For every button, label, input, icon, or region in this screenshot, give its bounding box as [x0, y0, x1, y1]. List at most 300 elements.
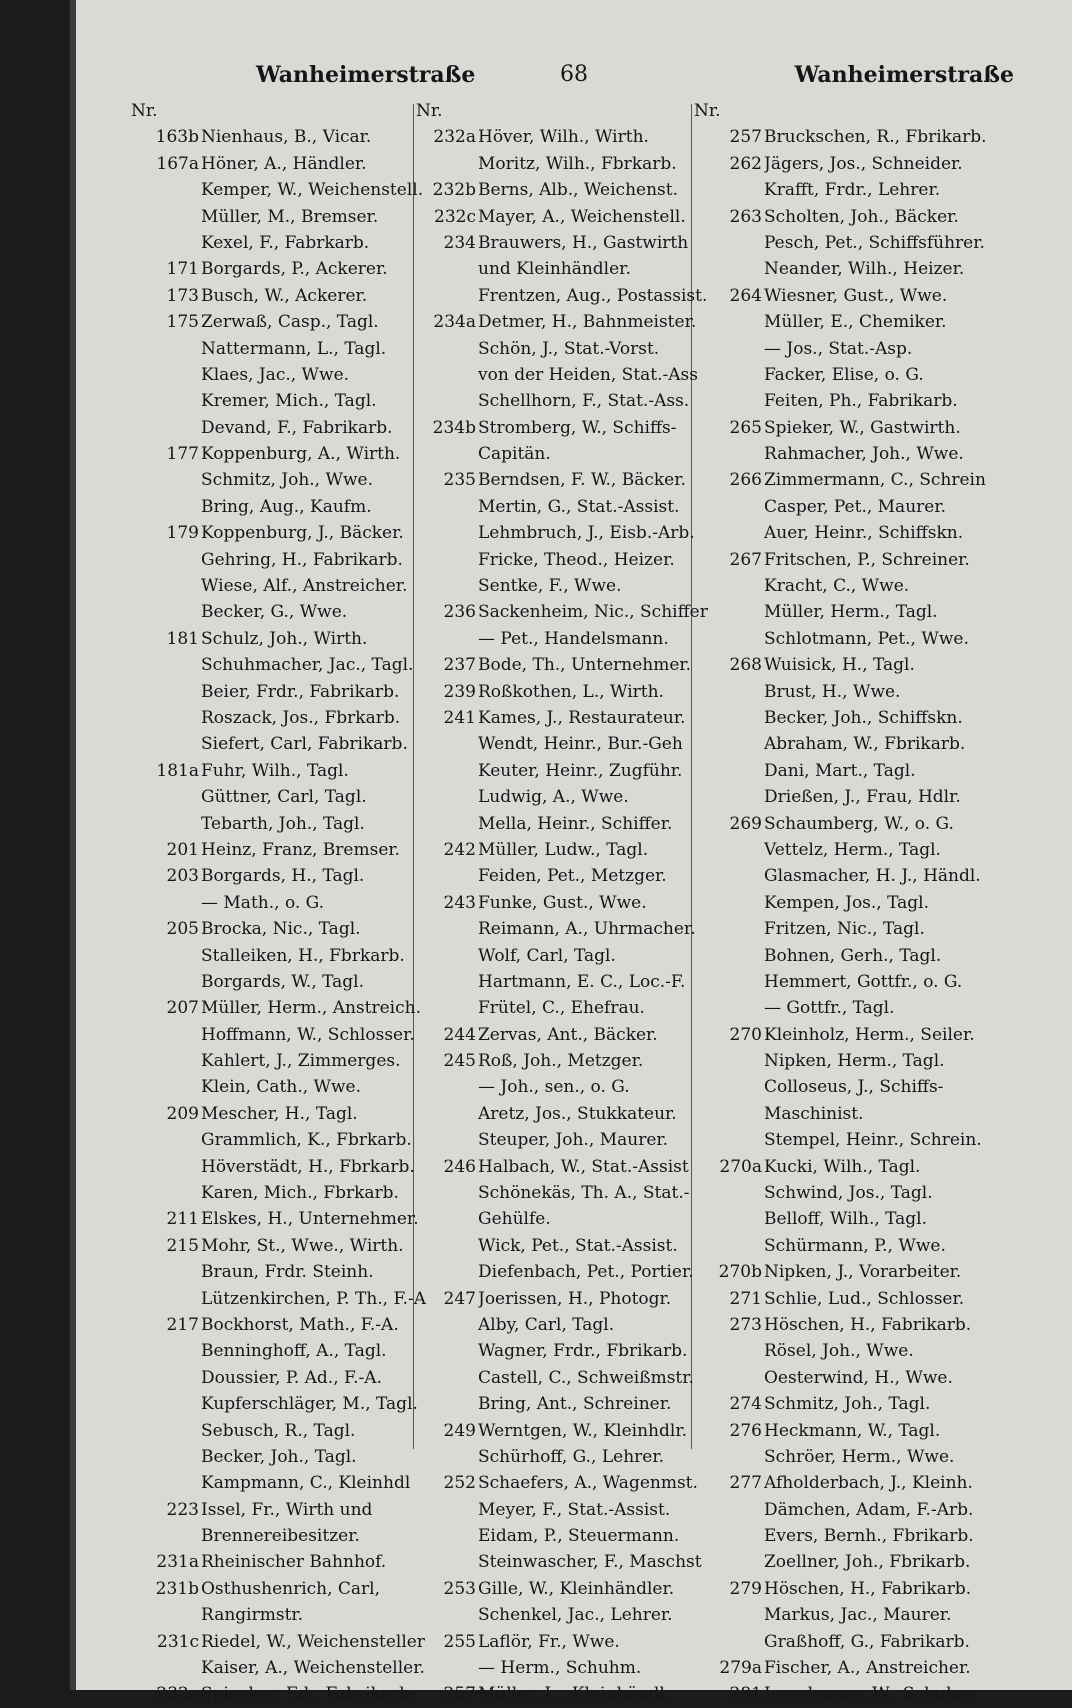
house-number — [694, 573, 764, 599]
header-street-left: Wanheimerstraße — [256, 62, 476, 88]
house-number: 263 — [729, 206, 762, 227]
house-number — [131, 652, 201, 678]
resident-entry: Schellhorn, F., Stat.-Ass. — [478, 391, 690, 412]
house-number: 243 — [443, 892, 476, 913]
resident-entry: Keuter, Heinr., Zugführ. — [478, 760, 683, 781]
directory-entry — [694, 1681, 1064, 1707]
house-number — [694, 705, 764, 731]
house-number — [416, 1180, 478, 1206]
house-number — [694, 599, 764, 625]
resident-entry: Kahlert, J., Zimmerges. — [201, 1051, 401, 1072]
house-number — [416, 151, 478, 177]
house-number — [131, 731, 201, 757]
resident-entry: Eidam, P., Steuermann. — [478, 1526, 680, 1547]
resident-entry: Schaumberg, W., o. G. — [764, 813, 954, 834]
directory-entry — [694, 1629, 1064, 1655]
house-number — [694, 1629, 764, 1655]
directory-entry — [694, 1127, 1064, 1153]
house-number — [131, 599, 201, 625]
house-number — [131, 1074, 201, 1100]
resident-entry: Kleinholz, Herm., Seiler. — [764, 1024, 975, 1045]
directory-entry — [694, 863, 1064, 889]
column-number-label: Nr. — [416, 101, 443, 121]
resident-entry: — Jos., Stat.-Asp. — [764, 338, 913, 359]
resident-entry: Kucki, Wilh., Tagl. — [764, 1156, 921, 1177]
resident-entry: Schuhmacher, Jac., Tagl. — [201, 655, 414, 676]
resident-entry: Bring, Ant., Schreiner. — [478, 1394, 672, 1415]
resident-entry: Zervas, Ant., Bäcker. — [478, 1024, 658, 1045]
directory-entry — [694, 1074, 1064, 1100]
resident-entry: Brauwers, H., Gastwirth — [478, 232, 689, 253]
directory-entry — [694, 1101, 1064, 1127]
house-number — [131, 362, 201, 388]
resident-entry: Zoellner, Joh., Fbrikarb. — [764, 1552, 971, 1573]
resident-entry: Stalleiken, H., Fbrkarb. — [201, 945, 405, 966]
house-number: 273 — [729, 1314, 762, 1335]
resident-entry: Roß, Joh., Metzger. — [478, 1051, 644, 1072]
house-number: 274 — [729, 1394, 762, 1415]
resident-entry: Issel, Fr., Wirth und — [201, 1499, 373, 1520]
resident-entry: Moritz, Wilh., Fbrkarb. — [478, 153, 677, 174]
resident-entry: Fritzen, Nic., Tagl. — [764, 919, 925, 940]
resident-entry: Wolf, Carl, Tagl. — [478, 945, 616, 966]
house-number: 266 — [729, 470, 762, 491]
resident-entry: Müller, E., Chemiker. — [764, 312, 947, 333]
house-number — [131, 1602, 201, 1628]
directory-entry — [694, 1154, 1064, 1180]
resident-entry: Riedel, W., Weichensteller — [201, 1631, 425, 1652]
resident-entry: Stromberg, W., Schiffs- — [478, 417, 677, 438]
house-number — [694, 784, 764, 810]
resident-entry: Gehring, H., Fabrikarb. — [201, 549, 403, 570]
directory-entry — [694, 547, 1064, 573]
house-number — [694, 256, 764, 282]
resident-entry: Rheinischer Bahnhof. — [201, 1552, 387, 1573]
directory-entry — [694, 362, 1064, 388]
directory-entry — [694, 1259, 1064, 1285]
resident-entry: Sentke, F., Wwe. — [478, 576, 622, 597]
resident-entry: Belloff, Wilh., Tagl. — [764, 1209, 928, 1230]
house-number — [694, 890, 764, 916]
resident-entry: Vettelz, Herm., Tagl. — [764, 839, 941, 860]
directory-entry — [694, 1444, 1064, 1470]
resident-entry: Nipken, Herm., Tagl. — [764, 1051, 945, 1072]
resident-entry: Bohnen, Gerh., Tagl. — [764, 945, 942, 966]
resident-entry: Höschen, H., Fabrikarb. — [764, 1314, 972, 1335]
house-number: 234 — [443, 232, 476, 253]
directory-entry — [694, 1549, 1064, 1575]
resident-entry: Colloseus, J., Schiffs- — [764, 1077, 944, 1098]
house-number — [694, 1048, 764, 1074]
resident-entry: Mertin, G., Stat.-Assist. — [478, 496, 680, 517]
directory-entry — [694, 336, 1064, 362]
resident-entry: Roszack, Jos., Fbrkarb. — [201, 707, 401, 728]
house-number — [416, 731, 478, 757]
resident-entry: Feiten, Ph., Fabrikarb. — [764, 391, 958, 412]
house-number: 215 — [166, 1235, 199, 1256]
resident-entry: Wuisick, H., Tagl. — [764, 655, 915, 676]
resident-entry: Spiecker, Ed., Fabrikarb. — [201, 1684, 416, 1705]
house-number — [131, 1418, 201, 1444]
house-number: 171 — [166, 259, 199, 280]
house-number: 247 — [443, 1288, 476, 1309]
resident-entry: Kemper, W., Weichenstell. — [201, 180, 424, 201]
resident-entry: Schulz, Joh., Wirth. — [201, 628, 368, 649]
directory-entry — [694, 1233, 1064, 1259]
house-number — [416, 916, 478, 942]
house-number — [131, 679, 201, 705]
resident-entry: Lehmbruch, J., Eisb.-Arb. — [478, 523, 695, 544]
resident-entry: Wick, Pet., Stat.-Assist. — [478, 1235, 678, 1256]
resident-entry: Pesch, Pet., Schiffsführer. — [764, 232, 985, 253]
resident-entry: Mella, Heinr., Schiffer. — [478, 813, 673, 834]
house-number — [694, 441, 764, 467]
resident-entry: Becker, G., Wwe. — [201, 602, 348, 623]
resident-entry: Werntgen, W., Kleinhdlr. — [478, 1420, 687, 1441]
resident-entry: Alby, Carl, Tagl. — [478, 1314, 615, 1335]
directory-entry — [694, 1497, 1064, 1523]
house-number — [131, 1154, 201, 1180]
house-number — [694, 1074, 764, 1100]
house-number: 181 — [166, 628, 199, 649]
directory-entry — [694, 1286, 1064, 1312]
house-number — [694, 1206, 764, 1232]
resident-entry: Kempen, Jos., Tagl. — [764, 892, 929, 913]
house-number — [694, 731, 764, 757]
resident-entry: Schlie, Lud., Schlosser. — [764, 1288, 965, 1309]
house-number: 257 — [729, 127, 762, 148]
resident-entry: Borgards, P., Ackerer. — [201, 259, 388, 280]
resident-entry: — Math., o. G. — [201, 892, 325, 913]
resident-entry: Hartmann, E. C., Loc.-F. — [478, 971, 686, 992]
resident-entry: Beier, Frdr., Fabrikarb. — [201, 681, 400, 702]
house-number — [694, 177, 764, 203]
resident-entry: Brocka, Nic., Tagl. — [201, 919, 361, 940]
resident-entry: Bockhorst, Math., F.-A. — [201, 1314, 399, 1335]
resident-entry: Laflör, Fr., Wwe. — [478, 1631, 620, 1652]
resident-entry: Dämchen, Adam, F.-Arb. — [764, 1499, 974, 1520]
house-number: 217 — [166, 1314, 199, 1335]
resident-entry: Grammlich, K., Fbrkarb. — [201, 1130, 412, 1151]
house-number — [416, 1365, 478, 1391]
house-number — [694, 309, 764, 335]
house-number: 201 — [166, 839, 199, 860]
resident-entry: Schwind, Jos., Tagl. — [764, 1183, 933, 1204]
house-number — [694, 1497, 764, 1523]
directory-entry — [694, 811, 1064, 837]
house-number: 264 — [729, 285, 762, 306]
resident-entry: Feiden, Pet., Metzger. — [478, 866, 667, 887]
directory-entry — [694, 1048, 1064, 1074]
resident-entry: Mohr, St., Wwe., Wirth. — [201, 1235, 404, 1256]
resident-entry: Fricke, Theod., Heizer. — [478, 549, 675, 570]
resident-entry: Diefenbach, Pet., Portier. — [478, 1262, 694, 1283]
house-number — [131, 1048, 201, 1074]
directory-entry — [694, 1365, 1064, 1391]
resident-entry: Müller, L., Kleinhändl. — [478, 1684, 671, 1705]
house-number: 223 — [166, 1499, 199, 1520]
house-number — [416, 388, 478, 414]
house-number: 231c — [157, 1631, 199, 1652]
house-number: 205 — [166, 919, 199, 940]
house-number — [416, 758, 478, 784]
resident-entry: Fritschen, P., Schreiner. — [764, 549, 970, 570]
resident-entry: Mescher, H., Tagl. — [201, 1103, 358, 1124]
directory-entry — [694, 626, 1064, 652]
house-number — [694, 1602, 764, 1628]
house-number — [131, 388, 201, 414]
directory-entry — [694, 388, 1064, 414]
house-number — [416, 1127, 478, 1153]
resident-entry: Ludwig, A., Wwe. — [478, 787, 629, 808]
house-number — [131, 1286, 201, 1312]
house-number — [416, 943, 478, 969]
resident-entry: Kexel, F., Fabrkarb. — [201, 232, 370, 253]
resident-entry: Kaiser, A., Weichensteller. — [201, 1658, 425, 1679]
house-number: 241 — [443, 707, 476, 728]
resident-entry: Halbach, W., Stat.-Assist — [478, 1156, 689, 1177]
resident-entry: Kames, J., Restaurateur. — [478, 707, 686, 728]
house-number: 279 — [729, 1578, 762, 1599]
resident-entry: Kremer, Mich., Tagl. — [201, 391, 377, 412]
resident-entry: Klein, Cath., Wwe. — [201, 1077, 362, 1098]
house-number — [416, 336, 478, 362]
resident-entry: — Pet., Handelsmann. — [478, 628, 669, 649]
house-number — [131, 573, 201, 599]
house-number: 207 — [166, 998, 199, 1019]
resident-entry: Höschen, H., Fabrikarb. — [764, 1578, 972, 1599]
house-number — [131, 969, 201, 995]
house-number: 234a — [433, 312, 476, 333]
house-number: 255 — [443, 1631, 476, 1652]
house-number: 236 — [443, 602, 476, 623]
resident-entry: Facker, Elise, o. G. — [764, 364, 924, 385]
house-number — [131, 494, 201, 520]
resident-entry: Schürhoff, G., Lehrer. — [478, 1446, 664, 1467]
house-number — [694, 230, 764, 256]
resident-entry: Hoffmann, W., Schlosser. — [201, 1024, 415, 1045]
resident-entry: Nipken, J., Vorarbeiter. — [764, 1262, 962, 1283]
house-number — [694, 362, 764, 388]
house-number — [416, 283, 478, 309]
resident-entry: Schaefers, A., Wagenmst. — [478, 1473, 698, 1494]
house-number — [131, 177, 201, 203]
resident-entry: Karen, Mich., Fbrkarb. — [201, 1183, 399, 1204]
resident-entry: Schmitz, Joh., Tagl. — [764, 1394, 931, 1415]
house-number — [416, 1233, 478, 1259]
resident-entry: — Joh., sen., o. G. — [478, 1077, 630, 1098]
resident-entry: Benninghoff, A., Tagl. — [201, 1341, 387, 1362]
house-number: 244 — [443, 1024, 476, 1045]
resident-entry: Zimmermann, C., Schrein — [764, 470, 986, 491]
resident-entry: Wiesner, Gust., Wwe. — [764, 285, 948, 306]
house-number — [416, 784, 478, 810]
resident-entry: Scholten, Joh., Bäcker. — [764, 206, 959, 227]
house-number — [694, 679, 764, 705]
resident-entry: Müller, Herm., Anstreich. — [201, 998, 421, 1019]
directory-entry — [694, 309, 1064, 335]
house-number: 231b — [155, 1578, 199, 1599]
house-number — [416, 1074, 478, 1100]
house-number: 203 — [166, 866, 199, 887]
directory-entry — [694, 124, 1064, 150]
resident-entry: Funke, Gust., Wwe. — [478, 892, 647, 913]
resident-entry: Frütel, C., Ehefrau. — [478, 998, 645, 1019]
resident-entry: Maschinist. — [764, 1103, 864, 1124]
resident-entry: Gille, W., Kleinhändler. — [478, 1578, 675, 1599]
house-number — [131, 890, 201, 916]
house-number — [131, 1655, 201, 1681]
house-number: 175 — [166, 312, 199, 333]
resident-entry: Wendt, Heinr., Bur.-Geh — [478, 734, 683, 755]
house-number — [131, 230, 201, 256]
resident-entry: Koppenburg, A., Wirth. — [201, 444, 401, 465]
resident-entry: Reimann, A., Uhrmacher. — [478, 919, 696, 940]
directory-entry — [694, 599, 1064, 625]
directory-entry — [694, 230, 1064, 256]
directory-entry — [694, 995, 1064, 1021]
resident-entry: Bring, Aug., Kaufm. — [201, 496, 372, 517]
resident-entry: Höner, A., Händler. — [201, 153, 367, 174]
directory-entry — [694, 943, 1064, 969]
house-number — [131, 415, 201, 441]
resident-entry: Sebusch, R., Tagl. — [201, 1420, 356, 1441]
house-number — [131, 1365, 201, 1391]
house-number: 265 — [729, 417, 762, 438]
house-number — [694, 520, 764, 546]
directory-entry — [694, 1391, 1064, 1417]
resident-entry: Berns, Alb., Weichenst. — [478, 180, 678, 201]
resident-entry: Becker, Joh., Tagl. — [201, 1446, 357, 1467]
resident-entry: Busch, W., Ackerer. — [201, 285, 368, 306]
directory-entry — [694, 256, 1064, 282]
resident-entry: Fischer, A., Anstreicher. — [764, 1658, 971, 1679]
resident-entry: Tebarth, Joh., Tagl. — [201, 813, 365, 834]
resident-entry: Neander, Wilh., Heizer. — [764, 259, 965, 280]
house-number — [416, 1312, 478, 1338]
resident-entry: Markus, Jac., Maurer. — [764, 1605, 952, 1626]
house-number — [131, 1127, 201, 1153]
directory-entry — [694, 1470, 1064, 1496]
directory-entry — [694, 151, 1064, 177]
house-number — [131, 705, 201, 731]
house-number: 245 — [443, 1051, 476, 1072]
resident-entry: Stempel, Heinr., Schrein. — [764, 1130, 982, 1151]
house-number — [416, 1655, 478, 1681]
house-number: 232a — [156, 1684, 199, 1705]
house-number — [416, 626, 478, 652]
house-number — [416, 362, 478, 388]
resident-entry: Rangirmstr. — [201, 1605, 304, 1626]
resident-entry: Nienhaus, B., Vicar. — [201, 127, 372, 148]
house-number: 270a — [719, 1156, 762, 1177]
house-number — [694, 1365, 764, 1391]
house-number — [694, 1549, 764, 1575]
house-number: 257 — [443, 1684, 476, 1705]
house-number — [131, 1338, 201, 1364]
resident-entry: Evers, Bernh., Fbrikarb. — [764, 1526, 974, 1547]
house-number: 231a — [156, 1552, 199, 1573]
resident-entry: Schürmann, P., Wwe. — [764, 1235, 946, 1256]
house-number: 173 — [166, 285, 199, 306]
house-number — [416, 1391, 478, 1417]
resident-entry: Spieker, W., Gastwirth. — [764, 417, 961, 438]
house-number — [416, 863, 478, 889]
house-number: 232b — [432, 180, 476, 201]
house-number: 281 — [729, 1684, 762, 1705]
house-number: 235 — [443, 470, 476, 491]
resident-entry: Heinz, Franz, Bremser. — [201, 839, 401, 860]
house-number — [694, 837, 764, 863]
house-number: 252 — [443, 1473, 476, 1494]
resident-entry: Müller, Ludw., Tagl. — [478, 839, 649, 860]
resident-entry: Siefert, Carl, Fabrikarb. — [201, 734, 408, 755]
resident-entry: Brust, H., Wwe. — [764, 681, 901, 702]
resident-entry: Bruckschen, R., Fbrikarb. — [764, 127, 987, 148]
directory-entry — [694, 415, 1064, 441]
directory-entry — [694, 784, 1064, 810]
house-number — [131, 336, 201, 362]
resident-entry: Kracht, C., Wwe. — [764, 576, 910, 597]
house-number — [416, 1497, 478, 1523]
resident-entry: Lützenkirchen, P. Th., F.-A — [201, 1288, 427, 1309]
house-number — [694, 1180, 764, 1206]
resident-entry: Casper, Pet., Maurer. — [764, 496, 946, 517]
resident-entry: Nattermann, L., Tagl. — [201, 338, 387, 359]
resident-entry: Schröer, Herm., Wwe. — [764, 1446, 955, 1467]
resident-entry: Schön, J., Stat.-Vorst. — [478, 338, 660, 359]
resident-entry: Drießen, J., Frau, Hdlr. — [764, 787, 961, 808]
resident-entry: Güttner, Carl, Tagl. — [201, 787, 367, 808]
house-number: 177 — [166, 444, 199, 465]
house-number — [131, 811, 201, 837]
directory-entry — [694, 890, 1064, 916]
resident-entry: Müller, Herm., Tagl. — [764, 602, 938, 623]
house-number — [131, 1523, 201, 1549]
house-number — [416, 1259, 478, 1285]
house-number — [416, 441, 478, 467]
resident-entry: von der Heiden, Stat.-Ass — [478, 364, 699, 385]
house-number — [416, 995, 478, 1021]
resident-entry: Brennereibesitzer. — [201, 1526, 360, 1547]
house-number — [416, 1444, 478, 1470]
column-number-label: Nr. — [694, 101, 721, 121]
resident-entry: — Herm., Schuhm. — [478, 1658, 642, 1679]
header-street-right: Wanheimerstraße — [794, 62, 1014, 88]
house-number: 167a — [156, 153, 199, 174]
directory-entry — [694, 705, 1064, 731]
resident-entry: Koppenburg, J., Bäcker. — [201, 523, 404, 544]
resident-entry: Höver, Wilh., Wirth. — [478, 127, 649, 148]
house-number — [131, 1180, 201, 1206]
resident-entry: Schmitz, Joh., Wwe. — [201, 470, 373, 491]
directory-entry — [694, 679, 1064, 705]
house-number — [131, 1022, 201, 1048]
resident-entry: Borgards, H., Tagl. — [201, 866, 365, 887]
resident-entry: Krafft, Frdr., Lehrer. — [764, 180, 941, 201]
resident-entry: und Kleinhändler. — [478, 259, 631, 280]
house-number: 267 — [729, 549, 762, 570]
resident-entry: Klaes, Jac., Wwe. — [201, 364, 350, 385]
house-number — [694, 1127, 764, 1153]
house-number: 270b — [718, 1262, 762, 1283]
house-number — [694, 916, 764, 942]
house-number — [131, 1259, 201, 1285]
resident-entry: Afholderbach, J., Kleinh. — [764, 1473, 973, 1494]
directory-entry — [694, 520, 1064, 546]
resident-entry: Heckmann, W., Tagl. — [764, 1420, 941, 1441]
house-number: 181a — [156, 760, 199, 781]
